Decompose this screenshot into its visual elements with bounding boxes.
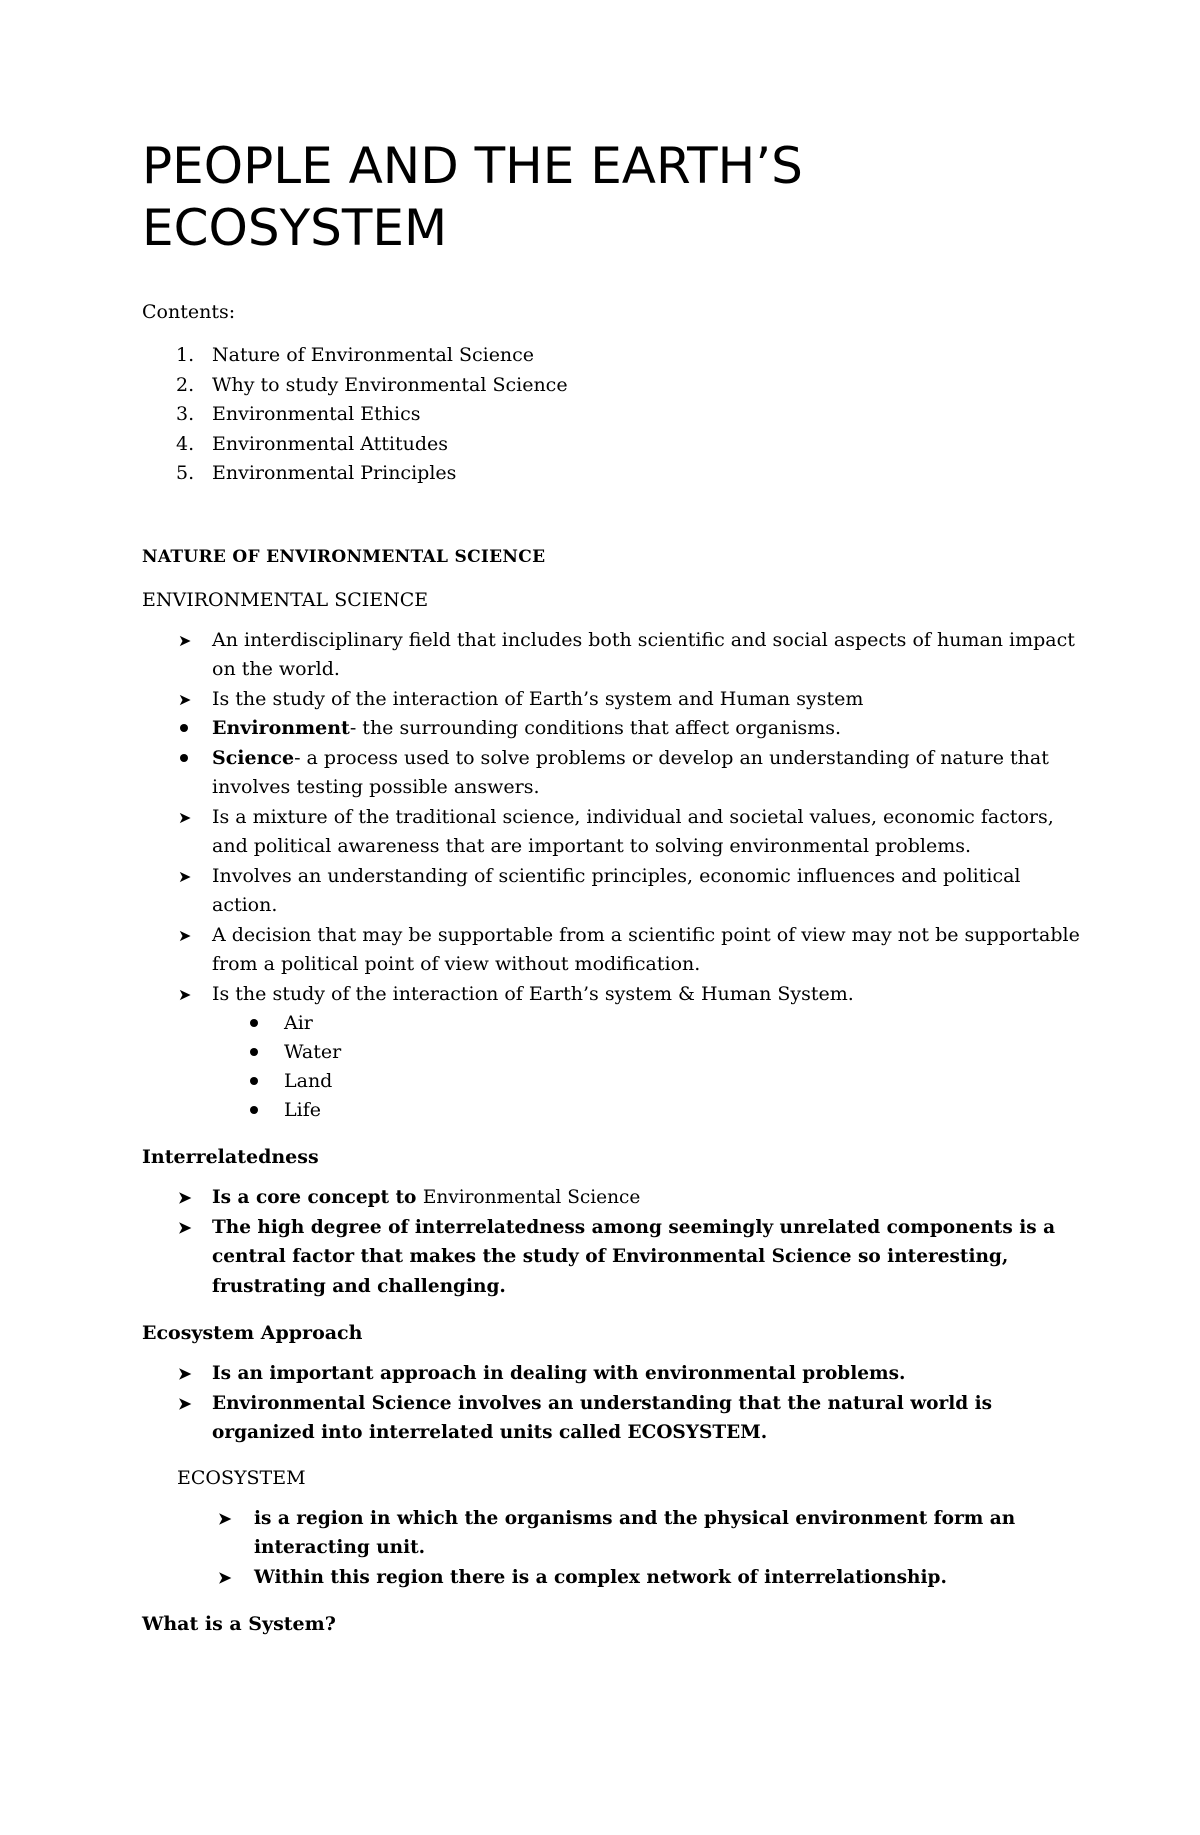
list-item: [142, 744, 1082, 803]
list-item: [142, 980, 1082, 1126]
arrow-bullet-icon: ➤: [178, 807, 192, 827]
document-page: [142, 135, 1082, 1638]
list-item: [142, 803, 1082, 862]
list-item-text: Involves an understanding of scientific principles, economic influences and political action.: [212, 864, 1021, 917]
toc-number: 4.: [176, 432, 195, 455]
ecosystem-approach-list: [142, 1359, 1082, 1448]
toc-item: [142, 341, 1082, 371]
list-item-text: - the surrounding conditions that affect organisms.: [349, 717, 842, 740]
list-item: [142, 1183, 1082, 1213]
list-item: [142, 1389, 1082, 1448]
list-item-text: Environmental Science involves an understanding that the natural world is organized into interrelated units called ECOSYSTEM.: [212, 1392, 993, 1444]
arrow-bullet-icon: ➤: [178, 1364, 192, 1384]
toc-text: Environmental Attitudes: [212, 432, 449, 455]
table-of-contents: [142, 341, 1082, 489]
sublist-item: [142, 1067, 1082, 1096]
arrow-bullet-icon: ➤: [178, 1393, 192, 1413]
contents-label: Contents:: [142, 301, 236, 323]
toc-number: 5.: [176, 462, 195, 485]
interrelatedness-list: [142, 1183, 1082, 1301]
toc-item: [142, 430, 1082, 460]
title-line-1: PEOPLE AND THE EARTH’S: [142, 137, 803, 195]
toc-item: [142, 459, 1082, 489]
heading-ecosystem-approach: Ecosystem Approach: [142, 1322, 363, 1345]
term-science: Science: [212, 746, 295, 769]
system-sublist: [142, 1009, 1082, 1125]
document-title: [142, 135, 1082, 259]
list-item-text: Is the study of the interaction of Earth’s system & Human System.: [212, 982, 854, 1005]
list-item-text: Is the study of the interaction of Earth’s system and Human system: [212, 687, 864, 710]
list-item-text: A decision that may be supportable from a scientific point of view may not be supportable from a political point of view without modification.: [212, 923, 1080, 976]
sublist-item: [142, 1096, 1082, 1125]
toc-item: [142, 371, 1082, 401]
list-item-text: Environmental Science: [422, 1187, 641, 1209]
sublist-item-text: Land: [284, 1070, 333, 1093]
list-item: [142, 1359, 1082, 1389]
term-environment: Environment: [212, 717, 350, 740]
dot-bullet-icon: [248, 1009, 270, 1038]
arrow-bullet-icon: ➤: [218, 1508, 232, 1528]
section-heading-nature: NATURE OF ENVIRONMENTAL SCIENCE: [142, 546, 546, 567]
list-item-text: Is an important approach in dealing with environmental problems.: [212, 1363, 906, 1385]
arrow-bullet-icon: ➤: [178, 866, 192, 886]
list-item-text: An interdisciplinary field that includes both scientific and social aspects of human impact on the world.: [212, 628, 1075, 681]
title-line-2: ECOSYSTEM: [142, 199, 448, 257]
arrow-bullet-icon: ➤: [178, 1188, 192, 1208]
sublist-item: [142, 1038, 1082, 1067]
sublist-item: [142, 1009, 1082, 1038]
dot-bullet-icon: [248, 1038, 270, 1067]
subheading-environmental-science: ENVIRONMENTAL SCIENCE: [142, 588, 429, 611]
sublist-item-text: Water: [284, 1041, 342, 1064]
list-item-text-bold: Is a core concept to: [212, 1187, 423, 1209]
toc-text: Why to study Environmental Science: [212, 373, 568, 396]
list-item-text: - a process used to solve problems or develop an understanding of nature that involves testing possible answers.: [212, 746, 1049, 799]
arrow-bullet-icon: ➤: [178, 689, 192, 709]
dot-bullet-icon: [178, 714, 200, 744]
sublist-item-text: Air: [284, 1012, 313, 1035]
dot-bullet-icon: [178, 744, 200, 774]
arrow-bullet-icon: ➤: [178, 630, 192, 650]
list-item: [142, 714, 1082, 744]
toc-item: [142, 400, 1082, 430]
heading-ecosystem: ECOSYSTEM: [177, 1466, 306, 1489]
toc-text: Nature of Environmental Science: [212, 344, 535, 366]
sublist-item-text: Life: [284, 1099, 321, 1122]
heading-interrelatedness: Interrelatedness: [142, 1146, 319, 1169]
nature-bullet-list: [142, 626, 1082, 1126]
toc-number: 1.: [176, 344, 195, 366]
toc-text: Environmental Principles: [212, 462, 457, 485]
arrow-bullet-icon: ➤: [178, 984, 192, 1004]
toc-number: 3.: [176, 403, 195, 426]
list-item: [142, 1213, 1082, 1302]
list-item: [142, 1563, 1082, 1593]
dot-bullet-icon: [248, 1067, 270, 1096]
list-item: [142, 921, 1082, 980]
ecosystem-list: [142, 1504, 1082, 1593]
list-item-text: Is a mixture of the traditional science, individual and societal values, economic factors, and political awareness that are important to solving environmental problems.: [212, 805, 1054, 858]
heading-what-is-system: What is a System?: [142, 1613, 336, 1636]
arrow-bullet-icon: ➤: [218, 1567, 232, 1587]
arrow-bullet-icon: ➤: [178, 925, 192, 945]
toc-number: 2.: [176, 373, 195, 396]
list-item-text: is a region in which the organisms and the physical environment form an interacting unit.: [254, 1507, 1016, 1559]
list-item: [142, 626, 1082, 685]
list-item-text: The high degree of interrelatedness among seemingly unrelated components is a central factor that makes the study of Environmental Science so interesting, frustrating and challenging.: [212, 1216, 1056, 1297]
list-item: [142, 685, 1082, 715]
arrow-bullet-icon: ➤: [178, 1217, 192, 1237]
list-item-text: Within this region there is a complex network of interrelationship.: [254, 1566, 947, 1588]
list-item: [142, 862, 1082, 921]
list-item: [142, 1504, 1082, 1563]
dot-bullet-icon: [248, 1096, 270, 1125]
toc-text: Environmental Ethics: [212, 403, 421, 426]
